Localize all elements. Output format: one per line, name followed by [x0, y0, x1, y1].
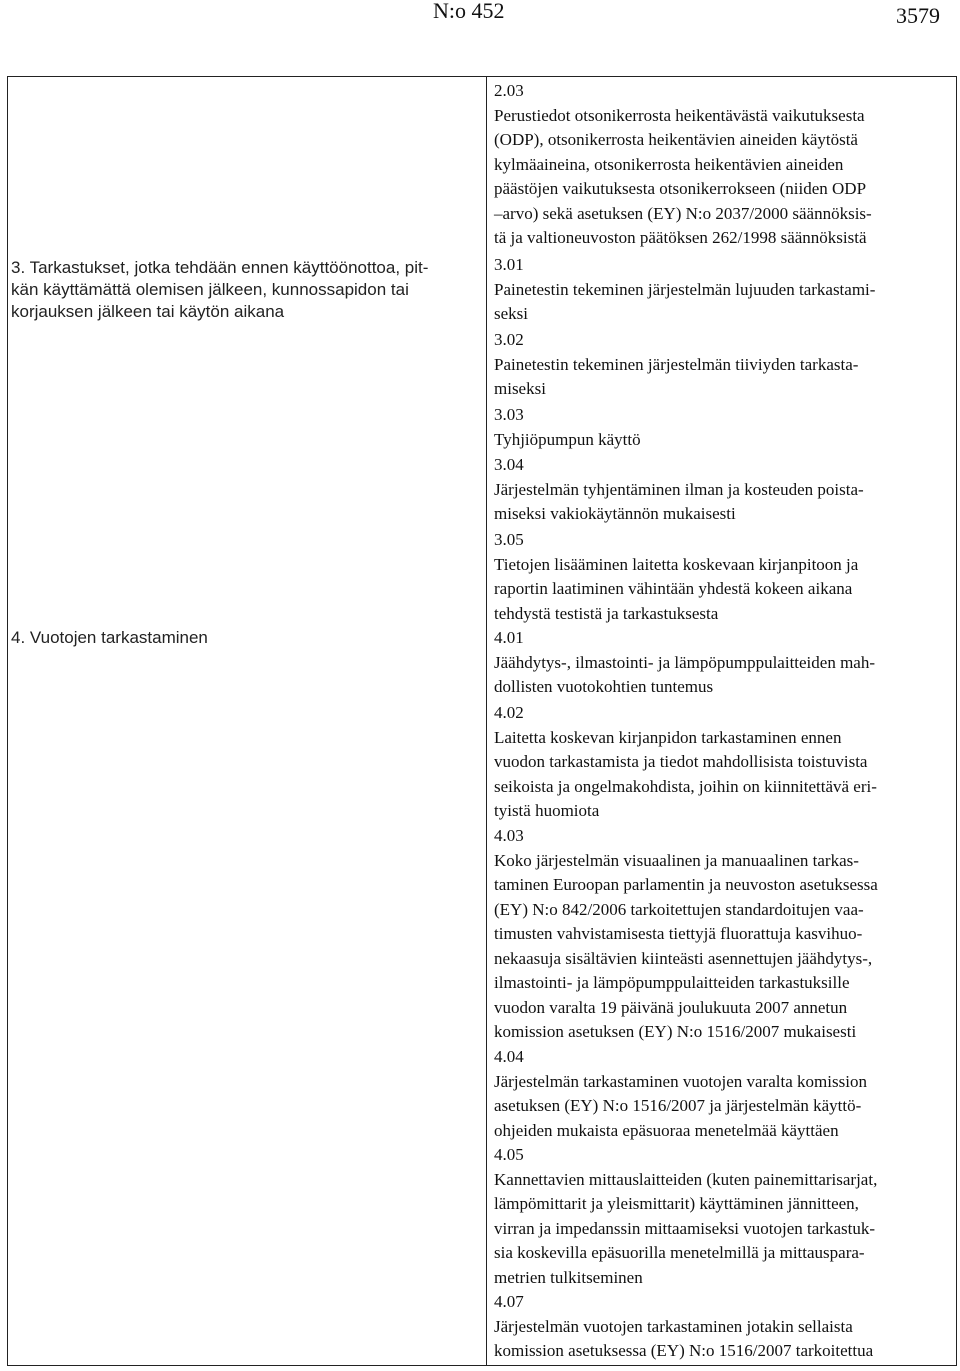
item-line: Laitetta koskevan kirjanpidon tarkastaminen ennen	[494, 727, 842, 747]
item-line: Järjestelmän tyhjentäminen ilman ja kosteuden poista-	[494, 479, 864, 499]
item-line: Kannettavien mittauslaitteiden (kuten painemittarisarjat,	[494, 1169, 878, 1189]
item-line: komission asetuksen (EY) N:o 1516/2007 mukaisesti	[494, 1022, 857, 1041]
item-line: ohjeiden mukaista epäsuoraa menetelmää käyttäen	[494, 1120, 839, 1140]
item-number: 3.01	[494, 255, 524, 274]
item-number: 3.03	[494, 405, 524, 424]
item-number: 4.04	[494, 1047, 524, 1066]
item-line: seksi	[494, 304, 528, 323]
item-line: Koko järjestelmän visuaalinen ja manuaalinen tarkas-	[494, 850, 859, 870]
section-heading-leak-checks	[11, 627, 481, 649]
item-line: päästöjen vaikutuksesta otsonikerrokseen (niiden ODP	[494, 179, 867, 198]
item-number: 3.05	[494, 530, 524, 549]
item-line: ilmastointi- ja lämpöpumppulaitteiden tarkastuksille	[494, 973, 850, 992]
requirements-table	[7, 76, 957, 1366]
item-number: 2.03	[494, 81, 524, 100]
item-line: asetuksen (EY) N:o 1516/2007 ja järjestelmän käyttö-	[494, 1096, 862, 1115]
requirement-item	[494, 453, 954, 527]
item-line: vuodon tarkastamista ja tiedot mahdollisista toistuvista	[494, 752, 868, 771]
requirement-item	[494, 1290, 954, 1364]
section-heading-line: korjauksen jälkeen tai käytön aikana	[11, 302, 285, 321]
item-line: komission asetuksessa (EY) N:o 1516/2007 tarkoitettua	[494, 1341, 874, 1360]
section-heading-line: kän käyttämättä olemisen jälkeen, kunnossapidon tai	[11, 280, 409, 299]
item-line: Perustiedot otsonikerrosta heikentävästä vaikutuksesta	[494, 105, 865, 125]
requirement-item	[494, 701, 954, 824]
item-number: 4.03	[494, 826, 524, 845]
requirement-item	[494, 253, 954, 327]
item-line: vuodon varalta 19 päivänä joulukuuta 2007 annetun	[494, 997, 848, 1017]
requirement-item	[494, 824, 954, 1045]
item-line: seikoista ja ongelmakohdista, joihin on kiinnitettävä eri-	[494, 776, 877, 796]
item-line: tä ja valtioneuvoston päätöksen 262/1998 säännöksistä	[494, 228, 867, 247]
requirement-item	[494, 1045, 954, 1143]
item-line: Painetestin tekeminen järjestelmän lujuuden tarkastami-	[494, 279, 876, 299]
item-line: Jäähdytys-, ilmastointi- ja lämpöpumppulaitteiden mah-	[494, 652, 876, 672]
item-number: 4.01	[494, 628, 524, 647]
item-line: sia koskevilla epäsuorilla menetelmillä ja mittauspara-	[494, 1243, 865, 1262]
item-line: tehdystä testistä ja tarkastuksesta	[494, 603, 719, 623]
item-line: –arvo) sekä asetuksen (EY) N:o 2037/2000 säännöksis-	[494, 203, 872, 223]
item-line: lämpömittarit ja yleismittarit) käyttäminen jännitteen,	[494, 1194, 859, 1213]
item-line: kylmäaineina, otsonikerrosta heikentävien aineiden	[494, 154, 844, 174]
section-heading-line: 4. Vuotojen tarkastaminen	[11, 628, 208, 647]
requirement-item	[494, 403, 954, 452]
page-number: 3579	[896, 3, 940, 28]
requirement-item	[494, 626, 954, 700]
item-line: (EY) N:o 842/2006 tarkoitettujen standardoitujen vaa-	[494, 899, 864, 919]
item-line: taminen Euroopan parlamentin ja neuvoston asetuksessa	[494, 875, 878, 894]
item-line: Tyhjiöpumpun käyttö	[494, 429, 641, 449]
item-line: Painetestin tekeminen järjestelmän tiiviyden tarkasta-	[494, 354, 859, 374]
requirement-item	[494, 528, 954, 626]
item-line: virran ja impedanssin mittaamiseksi vuotojen tarkastuk-	[494, 1218, 875, 1238]
section-heading-inspections	[11, 257, 481, 323]
item-line: (ODP), otsonikerrosta heikentävien aineiden käytöstä	[494, 130, 858, 149]
item-line: timusten vahvistamisesta tiettyjä fluorattuja kasvihuo-	[494, 924, 863, 943]
item-line: nekaasuja sisältävien kiinteästi asennettujen jäähdytys-,	[494, 948, 873, 968]
column-divider	[486, 77, 487, 1365]
section-heading-line: 3. Tarkastukset, jotka tehdään ennen käyttöönottoa, pit-	[11, 258, 429, 277]
item-line: Järjestelmän tarkastaminen vuotojen varalta komission	[494, 1071, 867, 1091]
item-number: 3.02	[494, 330, 524, 349]
item-line: metrien tulkitseminen	[494, 1267, 643, 1287]
item-number: 4.07	[494, 1292, 524, 1311]
item-number: 4.05	[494, 1145, 524, 1164]
requirement-item	[494, 328, 954, 402]
item-number: 3.04	[494, 455, 524, 474]
requirement-item	[494, 1143, 954, 1290]
item-line: miseksi vakiokäytännön mukaisesti	[494, 504, 736, 523]
item-line: Tietojen lisääminen laitetta koskevaan kirjanpitoon ja	[494, 554, 859, 574]
item-line: tyistä huomiota	[494, 801, 600, 820]
item-line: dollisten vuotokohtien tuntemus	[494, 677, 714, 696]
page-header	[0, 0, 960, 40]
item-number: 4.02	[494, 703, 524, 722]
document-number: N:o 452	[433, 0, 505, 23]
item-line: Järjestelmän vuotojen tarkastaminen jotakin sellaista	[494, 1316, 853, 1336]
item-line: miseksi	[494, 379, 546, 398]
item-line: raportin laatiminen vähintään yhdestä kokeen aikana	[494, 579, 853, 598]
section-column	[8, 77, 486, 1365]
requirement-item	[494, 79, 954, 251]
